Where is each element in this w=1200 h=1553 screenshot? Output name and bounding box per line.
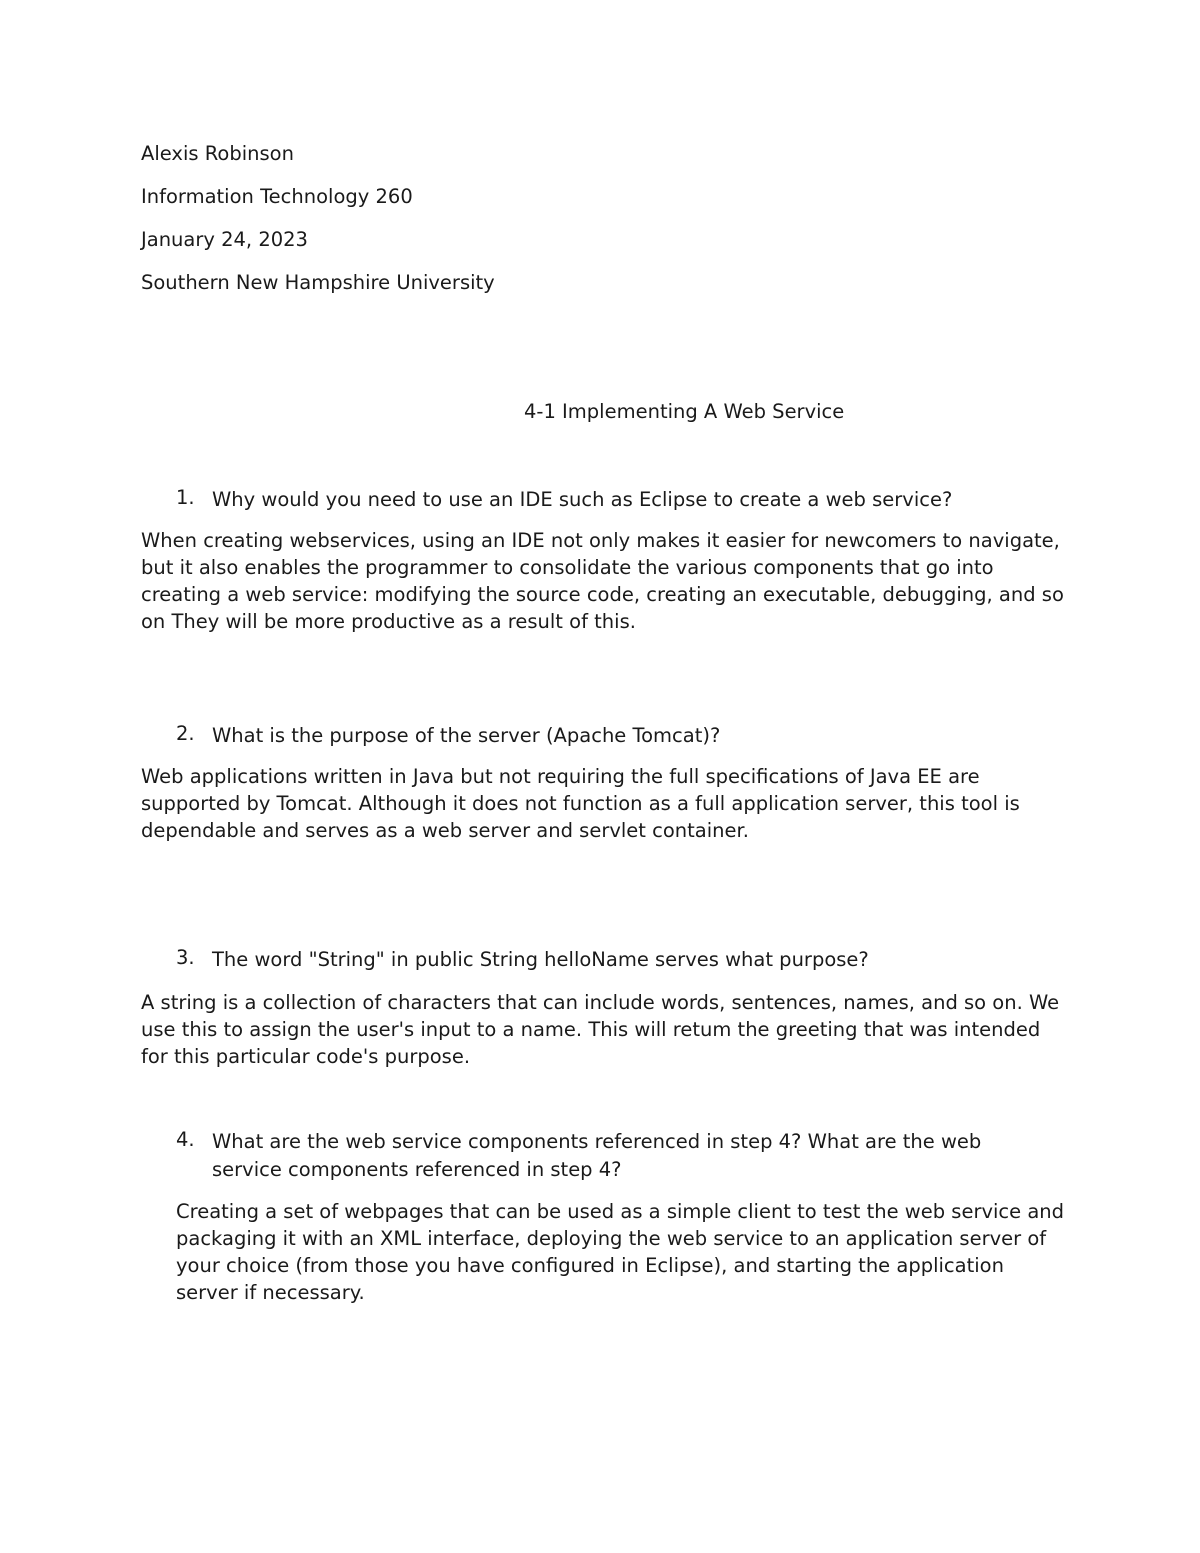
question-number: 4. [176,1128,195,1151]
document-title: 4-1 Implementing A Web Service [524,400,845,423]
question-text: What are the web service components referenced in step 4? What are the web service components referenced in step 4? [212,1130,982,1181]
question-number: 3. [176,946,195,969]
question-number: 2. [176,722,195,745]
answer-text: Web applications written in Java but not requiring the full specifications of Java EE are supported by Tomcat. Although it does not function as a full application server, this tool is dependable and serves as a web server and servlet container. [141,765,1020,842]
course-name: Information Technology 260 [141,185,413,208]
answer-text: When creating webservices, using an IDE not only makes it easier for newcomers to navigate, but it also enables the programmer to consolidate the various components that go into creating a web service: modifying the source code, creating an executable, debugging, and so on They will be more productive as a result of this. [141,529,1064,633]
school-name: Southern New Hampshire University [141,271,495,294]
answer-text: A string is a collection of characters that can include words, sentences, names, and so on. We use this to assign the user's input to a name. This will retum the greeting that was intended for this particular code's purpose. [141,991,1060,1068]
document-date: January 24, 2023 [141,228,308,251]
question-text: The word "String" in public String helloName serves what purpose? [212,948,869,971]
answer-text: Creating a set of webpages that can be used as a simple client to test the web service and packaging it with an XML interface, deploying the web service to an application server of your choice (from those you have configured in Eclipse), and starting the application server if necessary. [176,1200,1065,1304]
question-text: What is the purpose of the server (Apache Tomcat)? [212,724,721,747]
question-number: 1. [176,486,195,509]
question-text: Why would you need to use an IDE such as Eclipse to create a web service? [212,488,953,511]
author-name: Alexis Robinson [141,142,294,165]
